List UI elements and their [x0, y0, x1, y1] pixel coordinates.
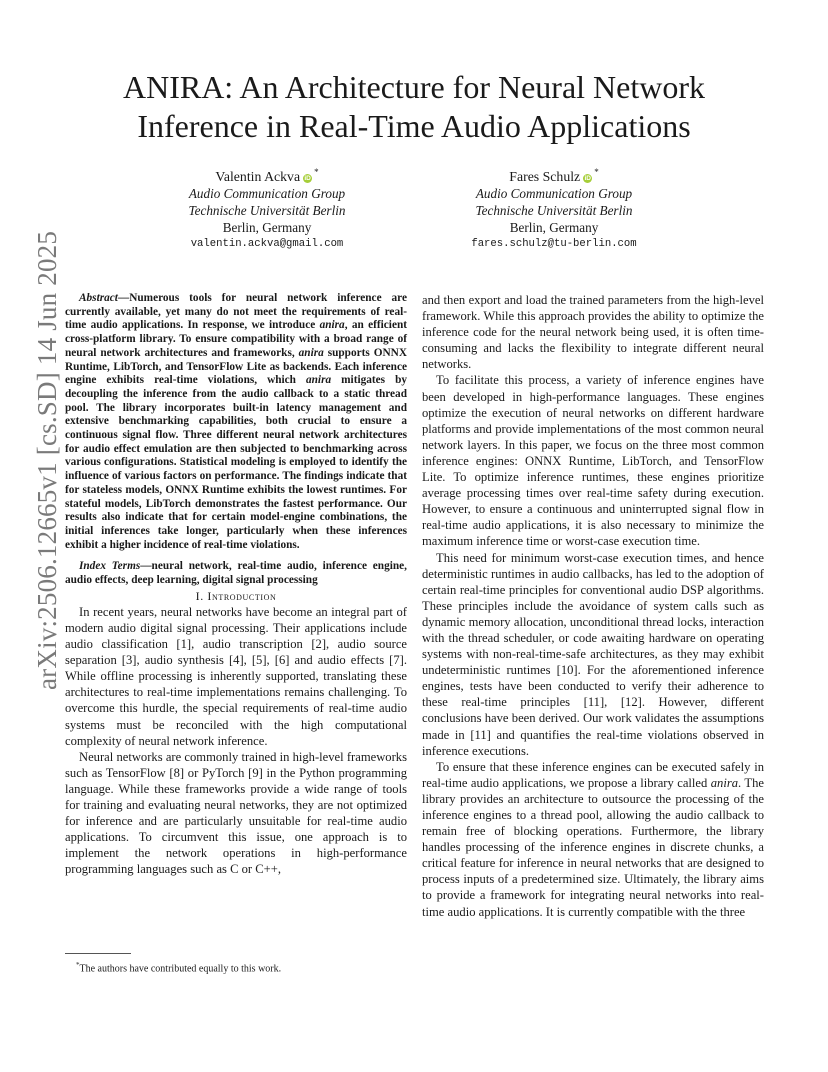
abstract-text: Numerous tools for neural network inference are currently available, yet many do not meet the requirements of real-time audio applications. In response, we introduce [65, 292, 407, 332]
author-block-1 [137, 164, 397, 253]
title-line-1: ANIRA: An Architecture for Neural Network [122, 69, 706, 105]
orcid-icon[interactable]: iD [304, 175, 311, 182]
author-location: Berlin, Germany [222, 220, 312, 235]
abstract-dash: — [117, 292, 130, 304]
author-institution: Technische Universität Berlin [188, 203, 346, 218]
library-name: anira [319, 319, 345, 332]
paragraph-text: . The library provides an architecture to outsource the processing of the inference engines to a thread pool, allowing the audio callback to remain free of blocking operations. Furthermore, the library handles processing of the inference engines in discrete chunks, a critical feature for inference in neural networks that are designed to process inputs of a predetermined size. Ultimately, the library aims to provide a framework for integrating neural networks into real-time audio applications. It is currently compatible with the three [422, 775, 764, 919]
author-email[interactable]: valentin.ackva@gmail.com [190, 238, 344, 250]
body-paragraph [422, 759, 764, 920]
author-location: Berlin, Germany [509, 220, 599, 235]
paper-title [60, 68, 768, 146]
library-name: anira [298, 346, 324, 359]
left-column [65, 292, 407, 877]
body-paragraph: Neural networks are commonly trained in high-level frameworks such as TensorFlow [8] or PyTorch [9] in the Python programming language. While these frameworks provide a wide range of tools for training and evaluating neural networks, they are not optimized for inference and are particularly unsuitable for real-time audio applications. To circumvent this issue, one approach is to implement the network operations in high-performance programming languages such as C or C++, [65, 749, 407, 877]
body-paragraph: This need for minimum worst-case execution times, and hence deterministic runtimes in audio callbacks, has led to the adoption of certain real-time principles for conventional audio DSP algorithms. These principles include the avoidance of system calls such as dynamic memory allocation, unconditional thread locks, interaction with the thread scheduler, or code awaiting hardware on operating systems with non-real-time-safe architectures, as they may exhibit undeterministic runtimes [10]. For the aforementioned inference engines, tests have been conducted to verify their adherence to these real-time principles [11], [12]. However, different conclusions have been derived. Our work validates the assumptions made in [11] and quantifies the real-time violations observed in inference executions. [422, 550, 764, 758]
author-block-2 [424, 164, 684, 253]
author-email[interactable]: fares.schulz@tu-berlin.com [471, 238, 637, 250]
right-column [422, 292, 764, 920]
footnote-text: The authors have contributed equally to this work. [79, 963, 282, 975]
index-terms-label: Index Terms [79, 560, 141, 573]
author-name: Fares Schulz [509, 169, 581, 184]
paragraph-text: To ensure that these inference engines can be executed safely in real-time audio applications, we propose a library called [422, 759, 764, 790]
footnote-marker: * [76, 961, 80, 969]
index-terms-text: neural network, real-time audio, inference engine, audio effects, deep learning, digital signal processing [65, 560, 407, 587]
section-number: I. [195, 588, 204, 603]
abstract [65, 292, 407, 552]
author-group: Audio Communication Group [188, 186, 346, 201]
arxiv-identifier: arXiv:2506.12665v1 [cs.SD] 14 Jun 2025 [32, 230, 62, 690]
abstract-text: , an efficient cross-platform library. To ensure compatibility with a broad range of neural network architectures and frameworks, [65, 319, 407, 359]
body-paragraph: and then export and load the trained parameters from the high-level framework. While this approach provides the ability to optimize the inference code for the neural network being used, it is often time-consuming and lacks the flexibility to integrate different neural networks. [422, 293, 764, 372]
abstract-label: Abstract [79, 292, 118, 304]
body-paragraph: In recent years, neural networks have become an integral part of modern audio digital signal processing. Their applications include audio classification [1], audio transcription [2], audio source separation [3], audio synthesis [4], [5], [6] and audio effects [7]. While offline processing is inherently supported, translating these architectures to real-time implementations remains challenging. To overcome this hurdle, the special requirements of real-time audio systems must be reconciled with the high computational complexity of neural network inference. [65, 604, 407, 748]
library-name: anira [306, 374, 332, 387]
abstract-text: mitigates by decoupling the inference from the audio callback to a static thread pool. The library incorporates built-in latency management and extensive benchmarking capabilities, both crucial to ensure a continuous signal flow. Three different neural network architectures for audio effect emulation are then subjected to benchmarking across various configurations. Statistical modeling is employed to identify the influence of various factors on performance. The findings indicate that for stateless models, ONNX Runtime exhibits the lowest runtimes. For stateful models, LibTorch demonstrates the fastest performance. Our results also indicate that for certain model-engine combinations, the initial inferences take longer, particularly when these inferences exhibit a higher incidence of real-time violations. [65, 374, 408, 551]
equal-contribution-marker: * [594, 167, 599, 177]
footnote-rule [65, 953, 131, 954]
equal-contribution-marker: * [314, 167, 319, 177]
author-name: Valentin Ackva [215, 169, 301, 184]
author-institution: Technische Universität Berlin [475, 203, 633, 218]
index-terms [65, 560, 407, 587]
index-terms-dash: — [140, 560, 152, 573]
abstract-text: supports ONNX Runtime, LibTorch, and TensorFlow Lite as backends. Each inference engine exhibits real-time violations, which [65, 346, 407, 387]
orcid-icon[interactable]: iD [584, 175, 591, 182]
author-group: Audio Communication Group [475, 186, 633, 201]
section-title: Introduction [207, 588, 277, 603]
title-line-2: Inference in Real-Time Audio Applications [137, 108, 691, 144]
footnote [76, 959, 281, 975]
section-heading [65, 588, 407, 604]
library-name: anira [710, 775, 739, 790]
body-paragraph: To facilitate this process, a variety of inference engines have been developed in high-performance languages. These engines optimize the execution of neural networks on different hardware platforms and provide implementations of the most common neural network layers. In this paper, we focus on the three most common inference engines: ONNX Runtime, LibTorch, and TensorFlow Lite. To optimize inference runtimes, these engines prioritize average processing times over real-time safety during execution. However, to ensure a continuous and uninterrupted signal flow in real-time audio applications, it is also necessary to minimize the maximum inference time or worst-case execution time. [422, 373, 764, 549]
